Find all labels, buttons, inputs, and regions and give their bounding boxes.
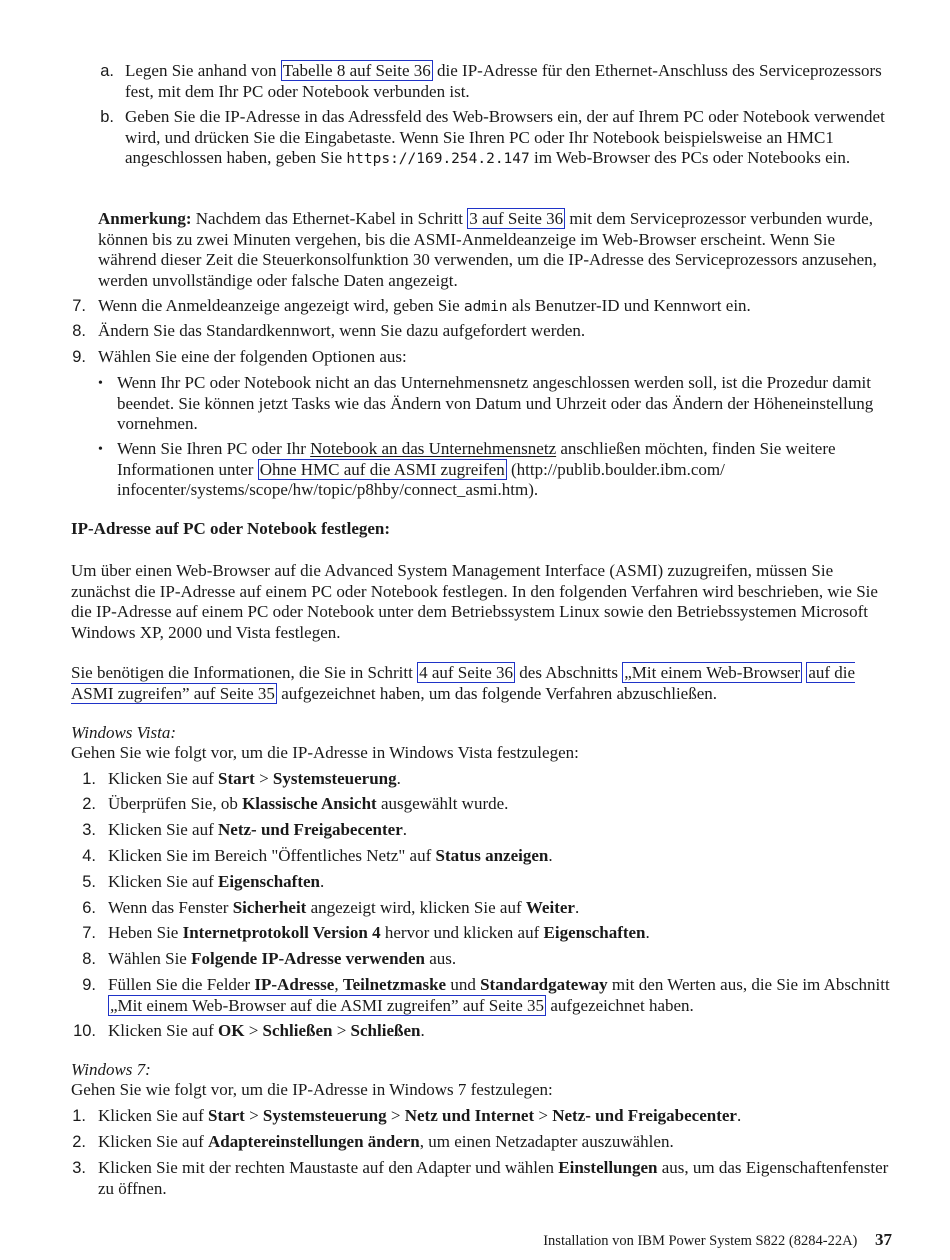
vista-step-3-number: 3. xyxy=(82,821,96,839)
page-number: 37 xyxy=(875,1230,892,1249)
info-paragraph: Sie benötigen die Informationen, die Sie in Schritt 4 auf Seite 36 des Abschnitts „Mit einem Web-Browser auf die ASMI zugreifen” auf Seite 35 aufgezeichnet haben, um das folgende Verfahren abzuschließen. xyxy=(71,663,856,703)
vista-step-7: Heben Sie Internetprotokoll Version 4 hervor und klicken auf Eigenschaften. xyxy=(108,923,650,942)
vista-step-8: Wählen Sie Folgende IP-Adresse verwenden aus. xyxy=(108,949,457,968)
section-heading: IP-Adresse auf PC oder Notebook festlegen: xyxy=(71,519,391,538)
footer-title: Installation von IBM Power System S822 (8284-22A) xyxy=(543,1233,858,1249)
vista-step-4-number: 4. xyxy=(82,847,96,865)
vista-step-1: Klicken Sie auf Start > Systemsteuerung. xyxy=(108,769,401,788)
vista-step-4: Klicken Sie im Bereich "Öffentliches Netz" auf Status anzeigen. xyxy=(108,846,553,865)
link-ohne-hmc[interactable]: Ohne HMC auf die ASMI zugreifen xyxy=(259,459,505,479)
vista-step-6-number: 6. xyxy=(82,899,96,917)
bullet-2-symbol: • xyxy=(98,442,103,457)
link-tabelle-8[interactable]: Tabelle 8 auf Seite 36 xyxy=(282,61,431,80)
step-b-label: b. xyxy=(100,108,114,126)
admin-code: admin xyxy=(463,299,508,315)
vista-step-10-number: 10. xyxy=(73,1022,96,1040)
page-footer xyxy=(543,1230,892,1252)
vista-step-9: Füllen Sie die Felder IP-Adresse, Teilnetzmaske und Standardgateway mit den Werten aus, die Sie im Abschnitt „Mit einem Web-Browser auf die ASMI zugreifen” auf Seite 35 aufgezeichnet haben. xyxy=(108,975,890,1015)
win7-title: Windows 7: xyxy=(71,1060,151,1079)
step-a-text: Legen Sie anhand von Tabelle 8 auf Seite 36 die IP-Adresse für den Ethernet-Anschluss des Serviceprozessors fest, mit dem Ihr PC oder Notebook verbunden ist. xyxy=(125,61,882,101)
vista-step-2-number: 2. xyxy=(82,795,96,813)
step-9-number: 9. xyxy=(72,348,86,366)
vista-step-10: Klicken Sie auf OK > Schließen > Schließen. xyxy=(108,1021,425,1040)
step-9-text: Wählen Sie eine der folgenden Optionen aus: xyxy=(98,347,407,366)
step-7-number: 7. xyxy=(72,297,86,315)
vista-step-9-number: 9. xyxy=(82,976,96,994)
vista-intro: Gehen Sie wie folgt vor, um die IP-Adresse in Windows Vista festzulegen: xyxy=(71,743,579,762)
vista-step-1-number: 1. xyxy=(82,770,96,788)
vista-step-3: Klicken Sie auf Netz- und Freigabecenter. xyxy=(108,820,407,839)
win7-step-2: Klicken Sie auf Adaptereinstellungen ändern, um einen Netzadapter auszuwählen. xyxy=(98,1132,674,1151)
bullet-1-text: Wenn Ihr PC oder Notebook nicht an das Unternehmensnetz angeschlossen werden soll, ist die Prozedur damit beendet. Sie können jetzt Tasks wie das Ändern von Datum und Uhrzeit oder das Ändern der Höheneinstellung vornehmen. xyxy=(117,373,874,434)
vista-step-2: Überprüfen Sie, ob Klassische Ansicht ausgewählt wurde. xyxy=(108,794,509,813)
link-schritt-4[interactable]: 4 auf Seite 36 xyxy=(419,663,514,682)
vista-step-8-number: 8. xyxy=(82,950,96,968)
intro-paragraph: Um über einen Web-Browser auf die Advanced System Management Interface (ASMI) zuzugreifen, müssen Sie zunächst die IP-Adresse auf einem PC oder Notebook festlegen. In den folgenden Verfahren wird beschrieben, wie Sie die IP-Adresse auf einem PC oder Notebook unter dem Betriebssystem Linux sowie den Betriebssystemen Microsoft Windows XP, 2000 und Vista festlegen. xyxy=(71,561,878,642)
note-paragraph: Anmerkung: Nachdem das Ethernet-Kabel in Schritt 3 auf Seite 36 mit dem Serviceprozessor verbunden wurde, können bis zu zwei Minuten vergehen, bis die ASMI-Anmeldeanzeige im Web-Browser erscheint. Wenn Sie während dieser Zeit die Steuerkonsolfunktion 30 verwenden, um die IP-Adresse des Serviceprozessors anzusehen, werden unvollständige oder falsche Daten angezeigt. xyxy=(98,209,877,290)
step-a-label: a. xyxy=(100,62,114,80)
vista-step-5-number: 5. xyxy=(82,873,96,891)
bullet-1-symbol: • xyxy=(98,376,103,391)
win7-intro: Gehen Sie wie folgt vor, um die IP-Adresse in Windows 7 festzulegen: xyxy=(71,1080,553,1099)
ip-address-code: https://169.254.2.147 xyxy=(346,151,530,168)
vista-step-7-number: 7. xyxy=(82,924,96,942)
step-7-text: Wenn die Anmeldeanzeige angezeigt wird, geben Sie admin als Benutzer-ID und Kennwort ein. xyxy=(98,296,751,315)
vista-title: Windows Vista: xyxy=(71,723,176,742)
link-web-browser-vista[interactable]: „Mit einem Web-Browser auf die ASMI zugreifen” auf Seite 35 xyxy=(110,995,545,1015)
bullet-2-text: Wenn Sie Ihren PC oder Ihr Notebook an das Unternehmensnetz anschließen möchten, finden Sie weitere Informationen unter Ohne HMC auf die ASMI zugreifen (http://publib.boulder.ibm.com/ infocenter/systems/scope/hw/topic/p8hby/connect_asmi.htm). xyxy=(117,439,836,500)
win7-step-1-number: 1. xyxy=(72,1107,86,1125)
link-web-browser-line2[interactable]: auf die ASMI zugreifen” auf Seite 35 xyxy=(71,663,856,703)
vista-step-5: Klicken Sie auf Eigenschaften. xyxy=(108,872,325,891)
link-schritt-3[interactable]: 3 auf Seite 36 xyxy=(469,209,564,228)
win7-step-1: Klicken Sie auf Start > Systemsteuerung > Netz und Internet > Netz- und Freigabecenter. xyxy=(98,1106,742,1125)
step-8-number: 8. xyxy=(72,322,86,340)
underlined-phrase: Notebook an das Unternehmensnetz xyxy=(310,439,557,458)
step-b-text: Geben Sie die IP-Adresse in das Adressfeld des Web-Browsers ein, der auf Ihrem PC oder Notebook verwendet wird, und drücken Sie die Eingabetaste. Wenn Sie Ihren PC oder Ihr Notebook beispielsweise an HMC1 angeschlossen haben, geben Sie https://169.254.2.147 im Web-Browser des PCs oder Notebooks ein. xyxy=(125,107,885,168)
win7-step-3-number: 3. xyxy=(72,1159,86,1177)
win7-step-2-number: 2. xyxy=(72,1133,86,1151)
note-label: Anmerkung: xyxy=(98,209,192,228)
win7-step-3: Klicken Sie mit der rechten Maustaste auf den Adapter und wählen Einstellungen aus, um das Eigenschaftenfenster zu öffnen. xyxy=(98,1158,889,1198)
vista-step-6: Wenn das Fenster Sicherheit angezeigt wird, klicken Sie auf Weiter. xyxy=(108,898,580,917)
link-web-browser-line1[interactable]: „Mit einem Web-Browser xyxy=(624,663,801,682)
step-8-text: Ändern Sie das Standardkennwort, wenn Sie dazu aufgefordert werden. xyxy=(98,321,586,340)
